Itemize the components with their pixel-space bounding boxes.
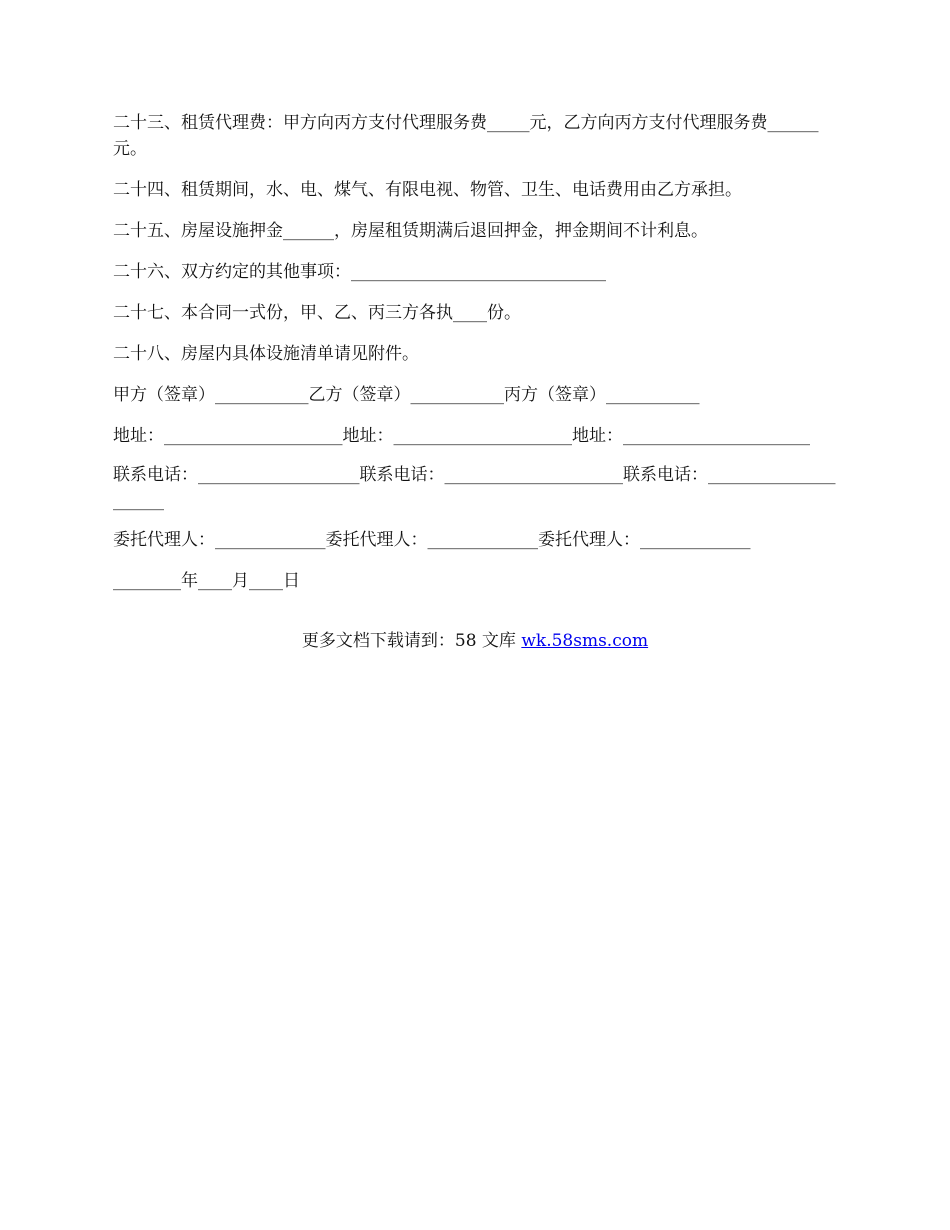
agent-line: 委托代理人：_____________委托代理人：_____________委托代理人：_____________: [113, 530, 751, 550]
clause-25-facility-deposit: 二十五、房屋设施押金______，房屋租赁期满后退回押金，押金期间不计利息。: [113, 221, 708, 241]
footer-link[interactable]: wk.58sms.com: [521, 631, 649, 651]
clause-27-contract-copies: 二十七、本合同一式份，甲、乙、丙三方各执____份。: [113, 303, 521, 323]
clause-26-other-matters: 二十六、双方约定的其他事项：______________________________: [113, 262, 606, 282]
clause-24-utility-costs: 二十四、租赁期间，水、电、煤气、有限电视、物管、卫生、电话费用由乙方承担。: [113, 180, 742, 200]
date-line: ________年____月____日: [113, 571, 300, 591]
footer-text: 更多文档下载请到：58 文库: [301, 631, 522, 651]
address-line: 地址：_____________________地址：_____________________地址：______________________: [113, 426, 810, 446]
clause-23-rental-agency-fee: 二十三、租赁代理费：甲方向丙方支付代理服务费_____元，乙方向丙方支付代理服务费______元。: [113, 113, 819, 159]
phone-line: 联系电话：___________________联系电话：_____________________联系电话：_____________________: [113, 465, 836, 511]
download-footer: [0, 628, 950, 654]
clause-28-facility-list: 二十八、房屋内具体设施清单请见附件。: [113, 344, 419, 364]
signature-line: 甲方（签章）___________乙方（签章）___________丙方（签章）___________: [113, 385, 700, 405]
document-body: [113, 110, 840, 609]
